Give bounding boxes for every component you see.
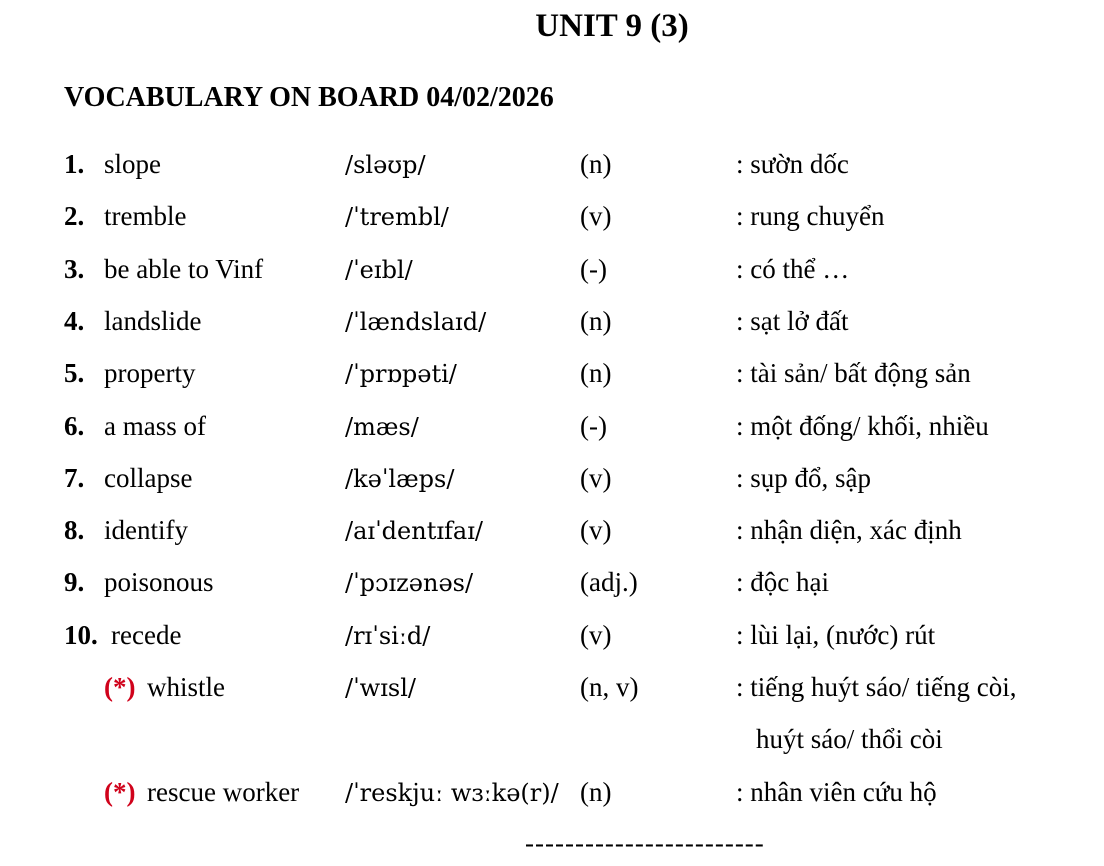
item-ipa: /rɪˈsiːd/ <box>345 622 431 650</box>
item-number: 10. <box>64 620 98 650</box>
item-pos: (v) <box>580 515 612 545</box>
extra-row-whistle-continued <box>0 724 1104 764</box>
asterisk-marker: (*) <box>104 672 136 702</box>
item-pos: (n, v) <box>580 672 639 702</box>
vocab-row-7 <box>0 463 1104 503</box>
item-number: 9. <box>64 567 85 597</box>
item-meaning: : một đống/ khối, nhiều <box>736 411 989 441</box>
item-meaning: : sườn dốc <box>736 149 849 179</box>
vocab-row-8 <box>0 515 1104 555</box>
item-number: 7. <box>64 463 85 493</box>
item-ipa: /ˈeɪbl/ <box>345 256 413 284</box>
item-pos: (adj.) <box>580 567 638 597</box>
vocab-row-9 <box>0 567 1104 607</box>
vocab-row-1 <box>0 149 1104 189</box>
item-word: identify <box>104 515 188 545</box>
item-meaning: : sụp đổ, sập <box>736 463 871 493</box>
extra-row-whistle <box>0 672 1104 712</box>
item-word: a mass of <box>104 411 206 441</box>
page-title: UNIT 9 (3) <box>535 8 689 44</box>
item-meaning-continued: huýt sáo/ thổi còi <box>756 724 943 754</box>
item-word: recede <box>111 620 182 650</box>
item-meaning: : độc hại <box>736 567 829 597</box>
item-word: poisonous <box>104 567 214 597</box>
vocab-row-10 <box>0 620 1104 660</box>
item-pos: (n) <box>580 306 612 336</box>
item-number: 2. <box>64 201 85 231</box>
item-meaning: : có thể … <box>736 254 850 284</box>
item-ipa: /sləʊp/ <box>345 151 426 179</box>
item-word: slope <box>104 149 161 179</box>
item-ipa: /ˈreskjuː wɜːkə(r)/ <box>345 779 559 807</box>
asterisk-marker: (*) <box>104 777 136 807</box>
item-ipa: /ˈtrembl/ <box>345 203 449 231</box>
item-number: 5. <box>64 358 85 388</box>
item-ipa: /ˈpɔɪzənəs/ <box>345 569 474 597</box>
item-word: tremble <box>104 201 187 231</box>
item-pos: (v) <box>580 620 612 650</box>
item-pos: (-) <box>580 254 607 284</box>
item-word: rescue worker <box>147 777 300 807</box>
vocab-row-5 <box>0 358 1104 398</box>
item-ipa: /aɪˈdentɪfaɪ/ <box>345 517 483 545</box>
item-pos: (v) <box>580 201 612 231</box>
item-ipa: /ˈlændslaɪd/ <box>345 308 487 336</box>
vocab-row-6 <box>0 411 1104 451</box>
item-word: be able to Vinf <box>104 254 264 284</box>
vocab-row-4 <box>0 306 1104 346</box>
item-meaning: : lùi lại, (nước) rút <box>736 620 936 650</box>
item-word: whistle <box>147 672 225 702</box>
item-pos: (n) <box>580 777 612 807</box>
item-number: 3. <box>64 254 85 284</box>
item-word: landslide <box>104 306 202 336</box>
item-number: 8. <box>64 515 85 545</box>
item-ipa: /kəˈlæps/ <box>345 465 455 493</box>
vocab-row-3 <box>0 254 1104 294</box>
item-ipa: /mæs/ <box>345 413 419 441</box>
item-meaning: : nhận diện, xác định <box>736 515 962 545</box>
item-meaning: : sạt lở đất <box>736 306 849 336</box>
item-ipa: /ˈwɪsl/ <box>345 674 416 702</box>
item-pos: (n) <box>580 358 612 388</box>
item-number: 1. <box>64 149 85 179</box>
item-pos: (n) <box>580 149 612 179</box>
section-heading: VOCABULARY ON BOARD 04/02/2026 <box>64 82 554 113</box>
vocab-row-2 <box>0 201 1104 241</box>
item-ipa: /ˈprɒpəti/ <box>345 360 457 388</box>
item-number: 4. <box>64 306 85 336</box>
item-meaning: : nhân viên cứu hộ <box>736 777 937 807</box>
item-word: property <box>104 358 196 388</box>
item-meaning: : tài sản/ bất động sản <box>736 358 971 388</box>
extra-row-rescue-worker <box>0 777 1104 817</box>
item-pos: (-) <box>580 411 607 441</box>
item-meaning: : rung chuyển <box>736 201 885 231</box>
item-meaning: : tiếng huýt sáo/ tiếng còi, <box>736 672 1017 702</box>
item-word: collapse <box>104 463 193 493</box>
item-number: 6. <box>64 411 85 441</box>
item-pos: (v) <box>580 463 612 493</box>
end-divider: ------------------------ <box>525 828 765 858</box>
